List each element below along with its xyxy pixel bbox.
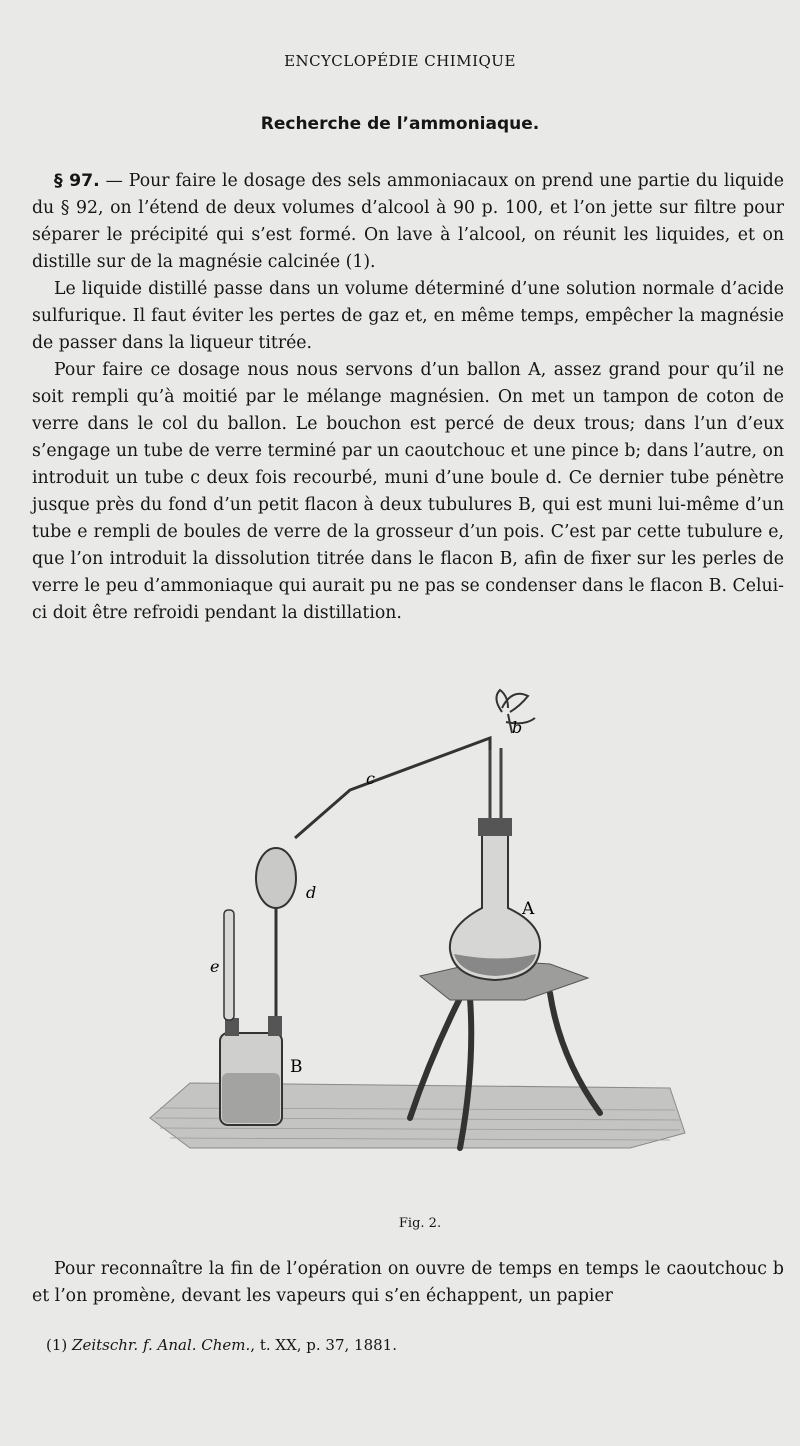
figure-caption: Fig. 2. — [398, 1216, 442, 1231]
body-text-bottom — [32, 1256, 784, 1310]
label-flask-b: B — [290, 1057, 303, 1077]
running-head: ENCYCLOPÉDIE CHIMIQUE — [284, 52, 516, 70]
label-a: A — [522, 899, 535, 919]
footnote-mark: (1) — [46, 1336, 73, 1354]
paragraph-4: Pour reconnaître la fin de l’opération on ouvre de temps en temps le caoutchouc b et l’on promène, devant les vapeurs qui s’en échappent, un papier — [32, 1259, 784, 1306]
flask-a — [450, 748, 540, 980]
label-e: e — [210, 957, 220, 976]
paragraph-2: Le liquide distillé passe dans un volume déterminé d’une solution normale d’acide sulfurique. Il faut éviter les pertes de gaz et, en même temps, empêcher la magnésie de passer dans la liqueur titrée. — [32, 279, 784, 353]
tube-e — [224, 910, 234, 1020]
footnote-source: Zeitschr. f. Anal. Chem. — [72, 1336, 251, 1354]
tube-c — [295, 738, 490, 838]
bulb-d — [256, 848, 296, 908]
label-d: d — [306, 883, 317, 902]
label-b: b — [512, 718, 523, 737]
paragraph-3: Pour faire ce dosage nous nous servons d’un ballon A, assez grand pour qu’il ne soit rempli qu’à moitié par le mélange magnésien. On met un tampon de coton de verre dans le col du ballon. Le bouchon est percé de deux trous; dans l’un d’eux s’engage un tube de verre terminé par un caoutchouc et une pince b; dans l’autre, on introduit un tube c deux fois recourbé, muni d’une boule d. Ce dernier tube pénètre jusque près du fond d’un petit flacon à deux tubulures B, qui est muni lui-même d’un tube e rempli de boules de verre de la grosseur d’un pois. C’est par cette tubulure e, que l’on introduit la dissolution titrée dans le flacon B, afin de fixer sur les perles de verre le peu d’ammoniaque qui aurait pu ne pas se condenser dans le flacon B. Celui-ci doit être refroidi pendant la distillation. — [32, 360, 784, 623]
paragraph-number: § 97. — [54, 171, 100, 191]
flask-b — [220, 1016, 282, 1125]
paragraph-97 — [32, 168, 784, 276]
apparatus-figure — [130, 678, 710, 1208]
label-c: c — [366, 769, 375, 788]
footnote-rest: , t. XX, p. 37, 1881. — [250, 1336, 397, 1354]
section-title: Recherche de l’ammoniaque. — [260, 114, 540, 134]
footnote — [46, 1336, 397, 1354]
paragraph-97-text: — Pour faire le dosage des sels ammoniacaux on prend une partie du liquide du § 92, on l’étend de deux volumes d’alcool à 90 p. 100, et l’on jette sur filtre pour séparer le précipité qui s’est formé. On lave à l’alcool, on réunit les liquides, et on distille sur de la magnésie calcinée (1). — [32, 171, 784, 272]
body-text-top — [32, 168, 784, 627]
